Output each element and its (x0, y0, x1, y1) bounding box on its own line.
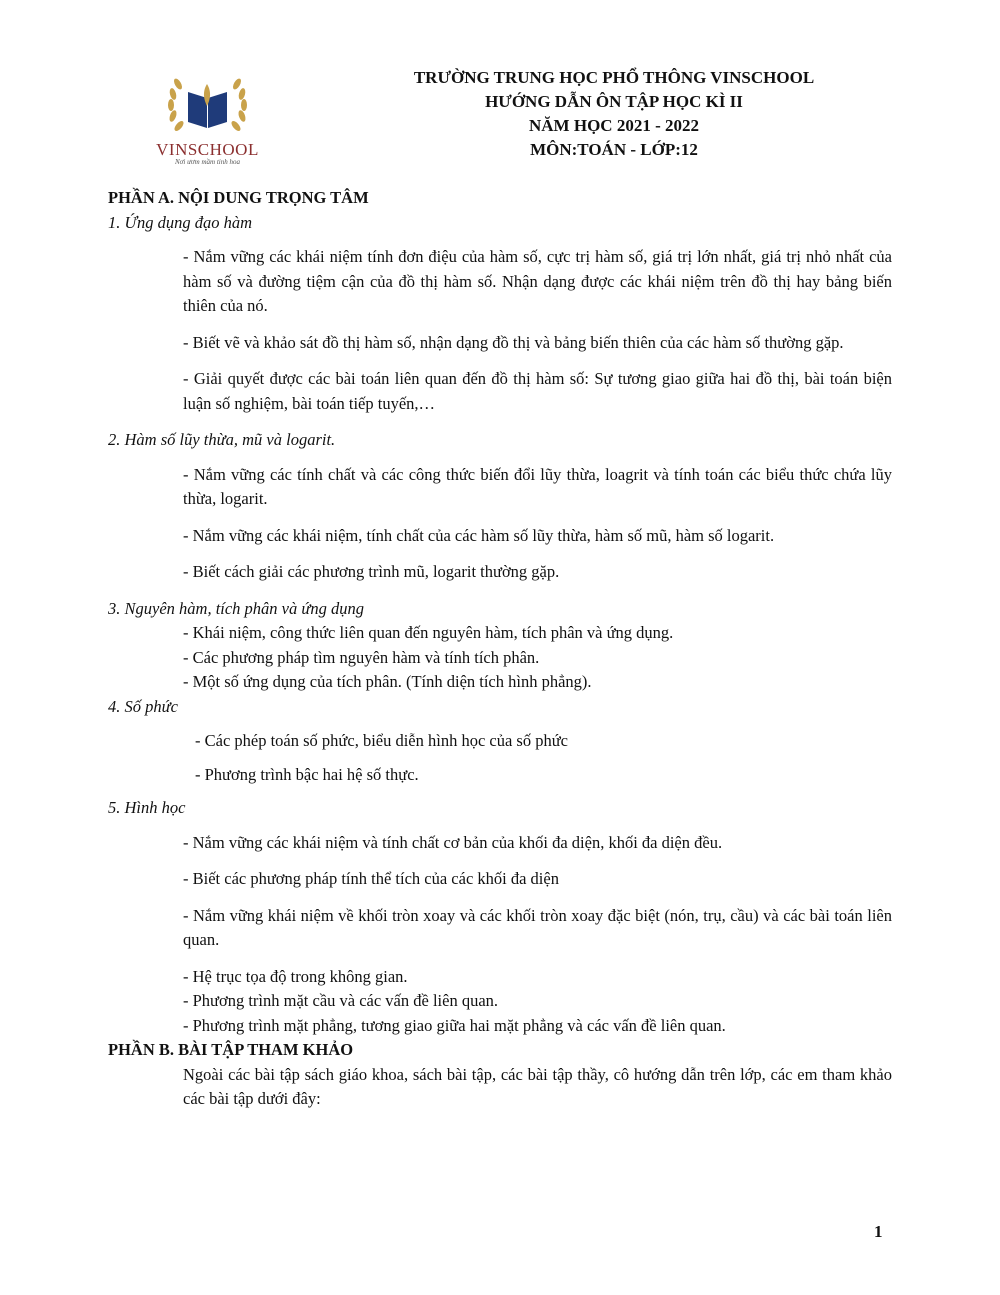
part-a-title: PHẦN A. NỘI DUNG TRỌNG TÂM (108, 188, 369, 207)
section-title: 2. Hàm số lũy thừa, mũ và logarit. (108, 430, 336, 449)
section-title: 3. Nguyên hàm, tích phân và ứng dụng (108, 598, 365, 618)
document-body (108, 186, 892, 1112)
section-title: 4. Số phức (108, 696, 178, 716)
list-item: - Biết cách giải các phương trình mũ, logarit thường gặp. (183, 562, 560, 581)
section-title: 5. Hình học (108, 798, 186, 817)
list-item: - Một số ứng dụng của tích phân. (Tính diện tích hình phẳng). (183, 672, 592, 691)
list-item: - Các phép toán số phức, biểu diễn hình học của số phức (195, 731, 568, 750)
section-title: 1. Ứng dụng đạo hàm (108, 212, 252, 232)
document-title: HƯỚNG DẪN ÔN TẬP HỌC KÌ II (485, 92, 743, 111)
list-item: - Biết các phương pháp tính thể tích của các khối đa diện (183, 869, 559, 888)
list-item: - Phương trình mặt phẳng, tương giao giữa hai mặt phẳng và các vấn đề liên quan. (183, 1015, 726, 1035)
list-item: - Giải quyết được các bài toán liên quan đến đồ thị hàm số: Sự tương giao giữa hai đồ thị, bài toán biện luận số nghiệm, bài toán tiếp tuyến,… (183, 369, 892, 413)
page-number: 1 (874, 1222, 883, 1241)
school-logo (150, 70, 265, 165)
laurel-book-icon (150, 70, 265, 142)
list-item: - Nắm vững các khái niệm, tính chất của các hàm số lũy thừa, hàm số mũ, hàm số logarit. (183, 525, 775, 545)
list-item: - Nắm vững các tính chất và các công thức biến đổi lũy thừa, loagrit và tính toán các biểu thức chứa lũy thừa, logarit. (183, 464, 892, 508)
list-item: - Các phương pháp tìm nguyên hàm và tính tích phân. (183, 647, 540, 667)
list-item: - Nắm vững khái niệm về khối tròn xoay và các khối tròn xoay đặc biệt (nón, trụ, cầu) và các bài toán liên quan. (183, 905, 892, 949)
document-header (380, 66, 848, 162)
list-item: - Nắm vững các khái niệm tính đơn điệu của hàm số, cực trị hàm số, giá trị lớn nhất, giá trị nhỏ nhất của hàm số và đường tiệm cận của đồ thị hàm số. Nhận dạng được các khái niệm trên đồ thị hay bảng biến thiên của nó. (183, 247, 892, 315)
part-b-text: Ngoài các bài tập sách giáo khoa, sách bài tập, các bài tập thầy, cô hướng dẫn trên lớp, các em tham khảo các bài tập dưới đây: (183, 1064, 892, 1108)
list-item: - Phương trình mặt cầu và các vấn đề liên quan. (183, 991, 499, 1010)
school-year: NĂM HỌC 2021 - 2022 (529, 116, 699, 135)
logo-name: VINSCHOOL (156, 140, 259, 159)
list-item: - Phương trình bậc hai hệ số thực. (195, 764, 419, 784)
subject-grade: MÔN:TOÁN - LỚP:12 (530, 140, 698, 159)
list-item: - Khái niệm, công thức liên quan đến nguyên hàm, tích phân và ứng dụng. (183, 623, 674, 642)
list-item: - Hệ trục tọa độ trong không gian. (183, 966, 408, 986)
logo-tagline: Nơi ươm mầm tinh hoa (175, 158, 240, 166)
part-b-title: PHẦN B. BÀI TẬP THAM KHẢO (108, 1040, 354, 1059)
list-item: - Nắm vững các khái niệm và tính chất cơ bản của khối đa diện, khối đa diện đều. (183, 832, 723, 852)
school-name: TRƯỜNG TRUNG HỌC PHỔ THÔNG VINSCHOOL (413, 68, 815, 87)
list-item: - Biết vẽ và khảo sát đồ thị hàm số, nhận dạng đồ thị và bảng biến thiên của các hàm số thường gặp. (183, 332, 844, 352)
